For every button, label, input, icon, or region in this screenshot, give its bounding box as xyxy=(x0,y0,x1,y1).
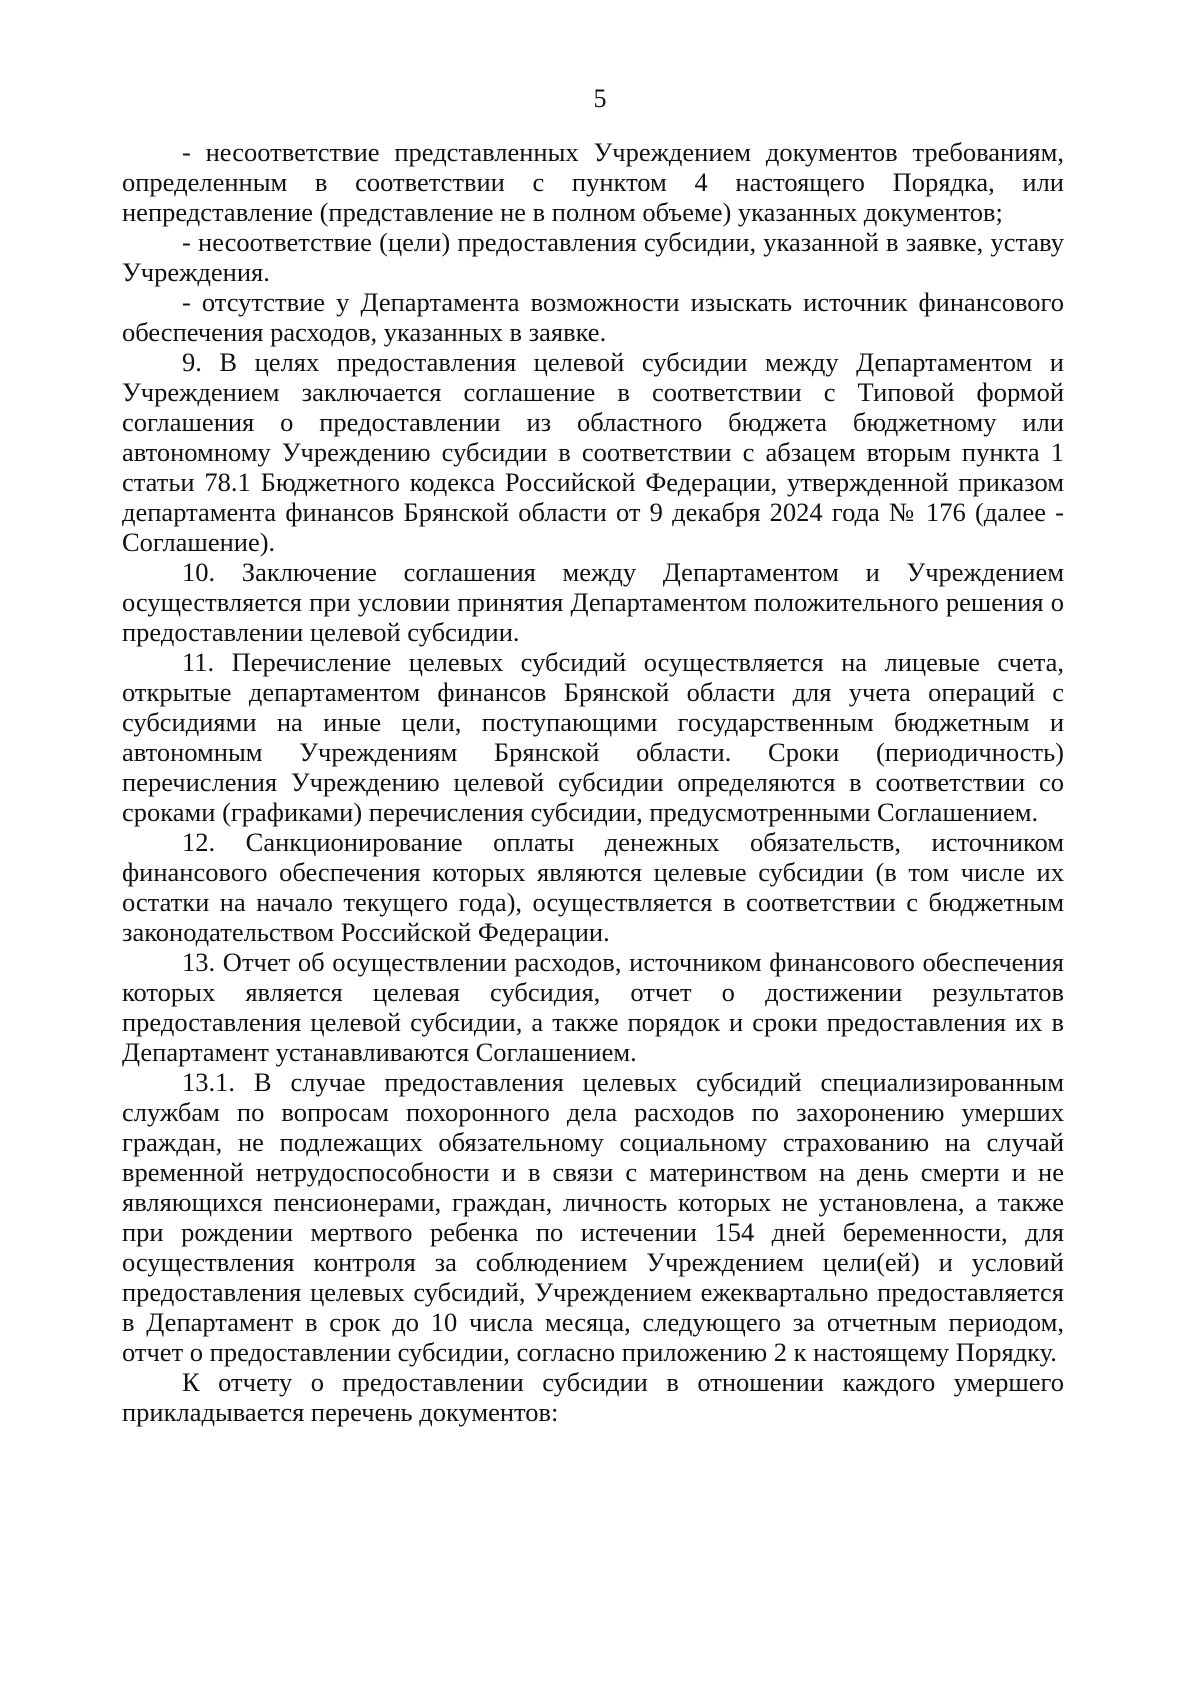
paragraph-13-1-funeral-services: 13.1. В случае предоставления целевых субсидий специализированным службам по вопросам похоронного дела расходов по захоронению умерших граждан, не подлежащих обязательному социальному страхованию на случай временной нетрудоспособности и в связи с материнством на день смерти и не являющихся пенсионерами, граждан, личность которых не установлена, а также при рождении мертвого ребенка по истечении 154 дней беременности, для осуществления контроля за соблюдением Учреждением цели(ей) и условий предоставления целевых субсидий, Учреждением ежеквартально предоставляется в Департамент в срок до 10 числа месяца, следующего за отчетным периодом, отчет о предоставлении субсидии, согласно приложению 2 к настоящему Порядку. xyxy=(122,1067,1064,1367)
paragraph-12-sanctioning: 12. Санкционирование оплаты денежных обязательств, источником финансового обеспечения которых являются целевые субсидии (в том числе их остатки на начало текущего года), осуществляется в соответствии с бюджетным законодательством Российской Федерации. xyxy=(122,827,1064,947)
paragraph-nonconformity-documents: - несоответствие представленных Учреждением документов требованиям, определенным в соответствии с пунктом 4 настоящего Порядка, или непредставление (представление не в полном объеме) указанных документов; xyxy=(122,137,1064,227)
paragraph-9-agreement: 9. В целях предоставления целевой субсидии между Департаментом и Учреждением заключается соглашение в соответствии с Типовой формой соглашения о предоставлении из областного бюджета бюджетному или автономному Учреждению субсидии в соответствии с абзацем вторым пункта 1 статьи 78.1 Бюджетного кодекса Российской Федерации, утвержденной приказом департамента финансов Брянской области от 9 декабря 2024 года № 176 (далее - Соглашение). xyxy=(122,347,1064,557)
paragraph-13-report: 13. Отчет об осуществлении расходов, источником финансового обеспечения которых является целевая субсидия, отчет о достижении результатов предоставления целевой субсидии, а также порядок и сроки предоставления их в Департамент устанавливаются Соглашением. xyxy=(122,947,1064,1067)
paragraph-11-transfer: 11. Перечисление целевых субсидий осуществляется на лицевые счета, открытые департаментом финансов Брянской области для учета операций с субсидиями на иные цели, поступающими государственным бюджетным и автономным Учреждениям Брянской области. Сроки (периодичность) перечисления Учреждению целевой субсидии определяются в соответствии со сроками (графиками) перечисления субсидии, предусмотренными Соглашением. xyxy=(122,647,1064,827)
paragraph-no-funding-source: - отсутствие у Департамента возможности изыскать источник финансового обеспечения расходов, указанных в заявке. xyxy=(122,287,1064,347)
paragraph-report-attachments: К отчету о предоставлении субсидии в отношении каждого умершего прикладывается перечень документов: xyxy=(122,1367,1064,1427)
page-number: 5 xyxy=(593,84,607,113)
document-body xyxy=(122,137,1064,1427)
paragraph-10-conclusion: 10. Заключение соглашения между Департаментом и Учреждением осуществляется при условии принятия Департаментом положительного решения о предоставлении целевой субсидии. xyxy=(122,557,1064,647)
paragraph-nonconformity-purpose: - несоответствие (цели) предоставления субсидии, указанной в заявке, уставу Учреждения. xyxy=(122,227,1064,287)
